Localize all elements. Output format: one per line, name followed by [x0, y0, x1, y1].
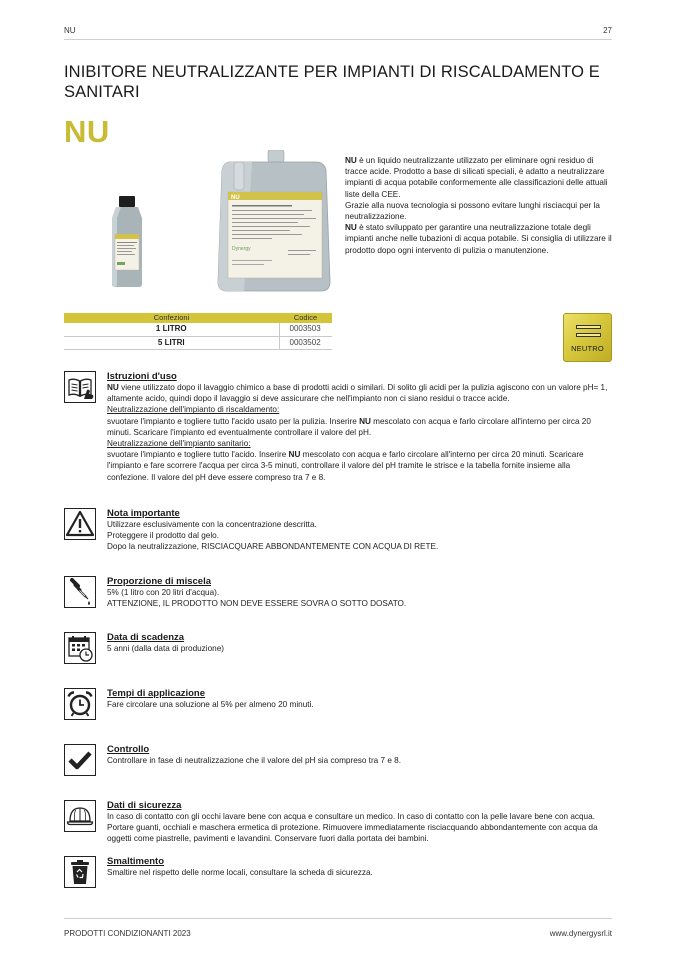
product-description	[345, 155, 615, 256]
header-divider	[64, 39, 612, 40]
section-text: Controllare in fase di neutralizzazione che il valore del pH sia compreso tra 7 e 8.	[107, 756, 401, 765]
tank-brand: Dynergy	[232, 246, 251, 252]
package-size: 5 LITRI	[64, 336, 279, 350]
neutro-bar-icon	[576, 325, 601, 329]
alarm-clock-icon	[64, 688, 96, 720]
table-row	[64, 323, 332, 336]
section-text: Fare circolare una soluzione al 5% per almeno 20 minuti.	[107, 700, 314, 709]
description-paragraph: NU è stato sviluppato per garantire una neutralizzazione totale degli impianti anche nelle tubazioni di acqua potabile. Si consiglia di utilizzare il prodotto dopo ogni intervento di pulizia o manutenzione.	[345, 223, 612, 255]
section-text: 5% (1 litro con 20 litri d'acqua). ATTENZIONE, IL PRODOTTO NON DEVE ESSERE SOVRA O SOTTO DOSATO.	[107, 588, 407, 609]
column-header-codice: Codice	[279, 313, 332, 323]
footer-divider	[64, 918, 612, 919]
book-icon	[64, 371, 96, 403]
product-code: NU	[64, 114, 110, 149]
section-title: Dati di sicurezza	[107, 800, 182, 811]
section-text: Smaltire nel rispetto delle norme locali, consultare la scheda di sicurezza.	[107, 868, 373, 877]
neutro-badge-label: NEUTRO	[571, 344, 604, 353]
section-title: Data di scadenza	[107, 632, 185, 643]
section-title: Istruzioni d'uso	[107, 371, 177, 382]
packaging-table	[64, 313, 332, 350]
helmet-icon	[64, 800, 96, 832]
recycle-bin-icon	[64, 856, 96, 888]
dropper-icon	[64, 576, 96, 608]
subheading-heating: Neutralizzazione dell'impianto di riscaldamento:	[107, 405, 280, 415]
table-row	[64, 336, 332, 350]
neutro-badge	[563, 313, 612, 362]
package-size: 1 LITRO	[64, 323, 279, 336]
section-title: Smaltimento	[107, 856, 165, 867]
page-number: 27	[603, 26, 612, 35]
package-code: 0003503	[279, 323, 332, 336]
page-title: INIBITORE NEUTRALIZZANTE PER IMPIANTI DI RISCALDAMENTO E SANITARI	[64, 63, 600, 101]
tank-label-code: NU	[231, 195, 240, 201]
section-text: In caso di contatto con gli occhi lavare bene con acqua e consultare un medico. In caso di contatto con la pelle lavare bene con acqua. Portare guanti, occhiali e maschera ermetica di protezione. Rimuovere immediatamente risciacquando abbondantemente con acqua da oggetti come piastrelle, pavimenti e lavandini. Conservare fuori dalla portata dei bambini.	[107, 812, 598, 844]
subheading-sanitary: Neutralizzazione dell'impianto sanitario:	[107, 439, 251, 449]
tank-5l-image	[216, 150, 332, 292]
section-title: Nota importante	[107, 508, 180, 519]
section-title: Tempi di applicazione	[107, 688, 206, 699]
checkmark-icon	[64, 744, 96, 776]
section-text: NU viene utilizzato dopo il lavaggio chimico a base di prodotti acidi o similari. Di solito gli acidi per la pulizia agiscono con un valore pH= 1, altamente acido, quindi dopo il lavaggio si deve assicurare che nell'impianto non ci siano residui o tracce acide. Neutralizzazione dell'impianto di riscaldamento: svuotare l'impianto e togliere tutto l'acido usato per la pulizia. Inserire NU mescolato con acqua e farlo circolare all'interno per circa 20 minuti. Scaricare l'impianto ed eventualmente controllare il valore del pH. Neutralizzazione dell'impianto sanitario: svuotare l'impianto e togliere tutto l'acido. Inserire NU mescolato con acqua e farlo circolare all'interno per circa 20 minuti. Scaricare l'impianto e fare scorrere l'acqua per circa 3-5 minuti, controllare il valore del pH tramite le strisce e la tabella fornite insieme alla confezione. Il valore del pH deve essere compreso tra 7 e 8.	[107, 382, 614, 483]
description-paragraph: NU è un liquido neutralizzante utilizzato per eliminare ogni residuo di tracce acide. Prodotto a base di silicati speciali, è adatto a neutralizzare impianti di acqua potabile conformemente alle classificazioni delle attuali liste della CEE.	[345, 156, 608, 199]
footer-website-link[interactable]: www.dynergysrl.it	[549, 929, 612, 938]
warning-icon	[64, 508, 96, 540]
section-title: Proporzione di miscela	[107, 576, 211, 587]
column-header-confezioni: Confezioni	[64, 313, 279, 323]
section-text: Utilizzare esclusivamente con la concentrazione descritta. Proteggere il prodotto dal gelo. Dopo la neutralizzazione, RISCIACQUARE ABBONDANTEMENTE CON ACQUA DI RETE.	[107, 520, 439, 552]
footer-catalog-title: PRODOTTI CONDIZIONANTI 2023	[64, 929, 191, 938]
header-section-label: NU	[64, 26, 76, 35]
package-code: 0003502	[279, 336, 332, 350]
section-title: Controllo	[107, 744, 150, 755]
bottle-1l-image	[107, 196, 147, 288]
description-paragraph: Grazie alla nuova tecnologia si possono evitare lunghi risciacqui per la neutralizzazione.	[345, 200, 600, 222]
calendar-icon	[64, 632, 96, 664]
neutro-bar-icon	[576, 333, 601, 337]
section-text: 5 anni (dalla data di produzione)	[107, 644, 224, 653]
